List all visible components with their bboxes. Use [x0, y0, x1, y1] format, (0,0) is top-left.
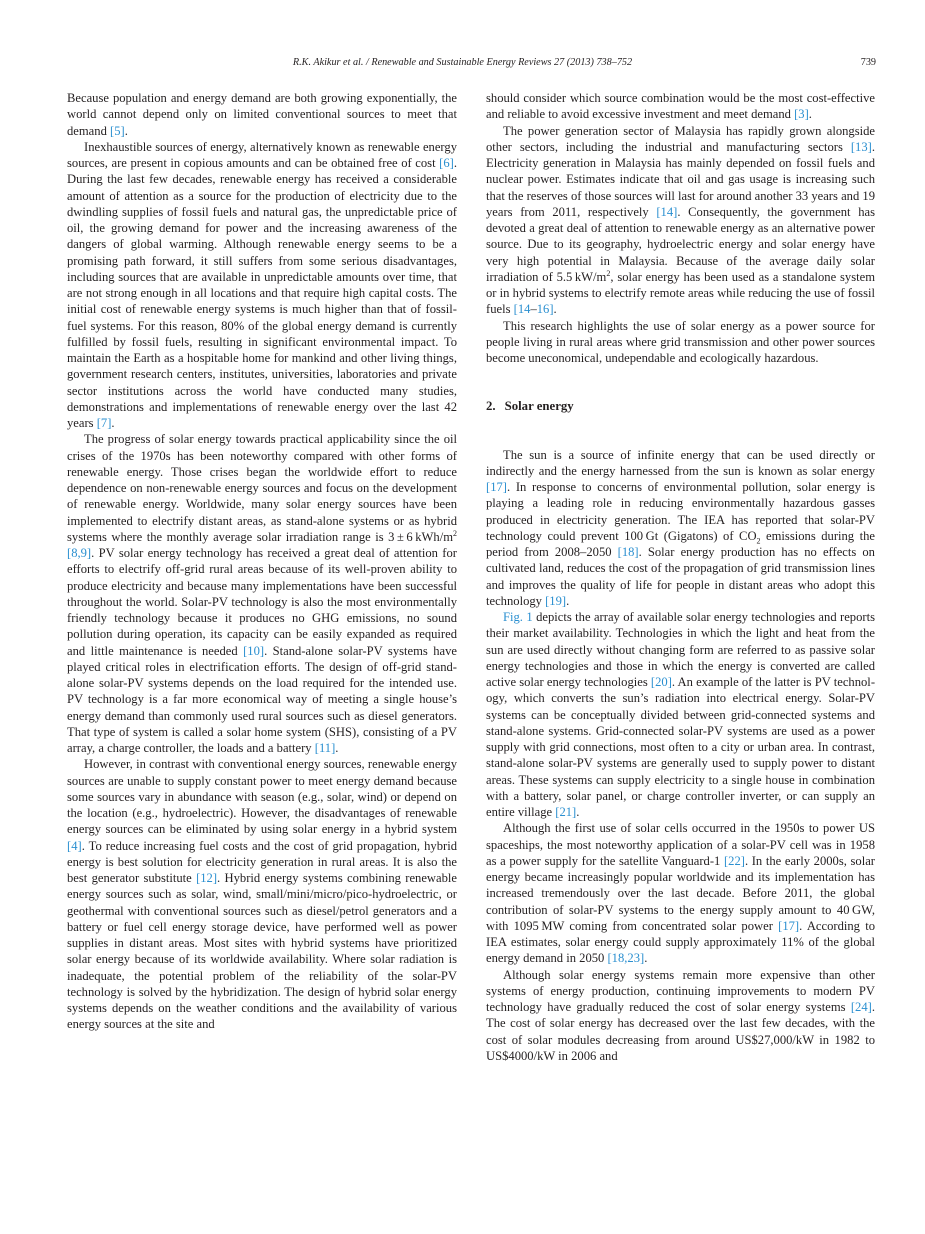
citation-link[interactable]: [4] [67, 838, 82, 853]
text-run: . An example of the latter is PV technology, which converts the sun’s radiation into electrical energy. Solar-PV systems can be conceptually divided between grid-connected systems and stand-alone systems. Grid-connected solar-PV systems are used as a power supply with grid connections, most often to a city or urban area. In contrast, stand-alone solar-PV systems are generally used to supply power to distant areas. These systems can supply electricity to a single house in combination with a battery, solar panel, or charge controller inverter, or can supply an entire village [486, 675, 876, 819]
section-title: Solar energy [504, 399, 574, 414]
paragraph [67, 139, 457, 432]
paragraph [486, 90, 875, 123]
citation-link[interactable]: [11] [314, 741, 336, 755]
citation-link[interactable]: [14 [513, 302, 531, 317]
text-run: . [808, 107, 812, 122]
citation-link[interactable]: [5] [110, 123, 125, 138]
section-number: 2. [486, 399, 496, 414]
paragraph [67, 90, 457, 139]
paragraph [67, 431, 457, 756]
citation-link[interactable]: 16] [536, 302, 554, 317]
citation-link[interactable]: [20] [650, 675, 672, 689]
citation-link[interactable]: [13] [850, 139, 872, 154]
right-column [486, 90, 875, 1064]
citation-link[interactable]: [6] [439, 156, 454, 170]
page-number: 739 [860, 57, 876, 68]
superscript: 2 [453, 528, 457, 538]
section-heading [486, 398, 875, 414]
citation-link[interactable]: [12] [196, 871, 218, 885]
superscript: 2 [606, 268, 611, 278]
citation-link[interactable]: [3] [794, 107, 809, 122]
citation-link[interactable]: [18] [617, 545, 639, 559]
paragraph [486, 447, 875, 610]
text-run: Because population and energy demand are both growing exponentially, the world cannot depend only on limited conventional sources to meet that demand [67, 91, 457, 138]
paragraph [486, 967, 875, 1065]
text-run: . [553, 302, 557, 317]
text-run: . [124, 123, 128, 138]
text-run: Although the first use of solar cells occurred in the 1950s to power US spaceships, the most noteworthy application of a solar-PV cell was in 1958 as a power supply for the satellite Vanguard-1 [486, 821, 875, 868]
running-head [0, 56, 925, 70]
text-run: Inexhaustible sources of energy, alternatively known as renewable energy sources, are present in copious amounts and can be obtained free of cost [67, 139, 457, 170]
citation-link[interactable]: [21] [555, 805, 577, 819]
citation-link[interactable]: [10] [243, 643, 265, 658]
citation-link[interactable]: [7] [96, 416, 112, 430]
citation-link[interactable]: [17] [486, 480, 507, 494]
text-run: depicts the array of available solar energy technologies and reports their market availability. Technologies in which the light and heat from the sun are used directly without changing form are referred to as passive solar energy technologies and those in which the energy is converted are called active solar energy technologies [486, 610, 875, 689]
text-run: . [576, 805, 580, 819]
citation-link[interactable]: [18,23] [607, 951, 645, 966]
citation-link[interactable]: [14] [656, 204, 678, 219]
text-run: . In the early 2000s, solar energy became increasingly popular worldwide and its implementation has increased tremendously over the last decade. Before 2011, the global contribution of solar-PV systems to the energy supply amount to 40 GW, with 1095 MW coming from concentrated solar power [486, 853, 876, 933]
paragraph: This research highlights the use of solar energy as a power source for people living in rural areas where grid transmission and other power sources become uneconomical, undependable and ecologically hazardous. [486, 318, 875, 365]
text-run: . PV solar energy technology has received a great deal of attention for efforts to electrify off-grid rural areas because of its well-proven ability to produce electricity and because many implementations have been successful throughout the world. Solar-PV technology is also the most environmentally friendly technology because it produces no GHG emissions, no sound pollution during operation, its capacity can be easily expanded as required and little maintenance is needed [67, 546, 457, 658]
text-run: . Hybrid energy systems combining renewable energy sources such as solar, wind, small/mini/micro/pico-hydroelectric, or geothermal with conventional sources such as diesel/petrol generators and a battery or fuel cell energy storage device, have performed well as power supplies in distant areas. Most sites with hybrid systems have prioritized solar energy because of its worldwide availability. Where solar radiation is inadequate, the potential problem of the reliability of the solar-PV technology is solved by the hybridization. The design of hybrid solar energy systems depends on the weather conditions and the availability of various energy sources at the site and [67, 871, 457, 1032]
running-title: R.K. Akikur et al. / Renewable and Sustainable Energy Reviews 27 (2013) 738–752 [292, 57, 633, 68]
text-run: However, in contrast with conventional energy sources, renewable energy sources are unable to supply constant power to meet energy demand because some sources vary in abundance with season (e.g., solar, wind) or depend on the location (e.g., hydroelectric). However, the disadvantages of renewable energy sources can be eliminated by using solar energy in a hybrid system [67, 757, 457, 837]
text-run: . In response to concerns of environmental pollution, solar energy is playing a leading role in reducing environmentally hazardous gasses produced in electricity generation. The IEA has reported that solar-PV technology could prevent 100 Gt (Gigatons) of CO [486, 480, 875, 543]
text-run: . To reduce increasing fuel costs and the cost of grid propagation, hybrid energy is best solution for electricity generation in rural areas. It is also the best generator substitute [67, 838, 457, 885]
text-run: . According to IEA estimates, solar energy could supply approximately 11% of the global energy demand in 2050 [486, 918, 875, 966]
figure-link[interactable]: Fig. 1 [503, 610, 533, 624]
text-run: Although solar energy systems remain more expensive than other systems of energy production, continuing improvements to modern PV technology have gradually reduced the cost of solar energy systems [486, 967, 875, 1014]
citation-link[interactable]: [19] [545, 593, 567, 608]
paragraph [486, 609, 875, 820]
paragraph [486, 820, 875, 966]
text-run: emissions during the period from 2008–2050 [486, 528, 875, 559]
citation-link[interactable]: [24] [850, 1000, 872, 1014]
text-run: . Consequently, the government has devoted a great deal of attention to renewable energy as an alternative power source. Due to its geography, hydroelectric energy and solar energy have very high potential in Malaysia. Because of the average daily solar irradiation of 5.5 kW/m [486, 204, 875, 284]
text-run: The sun is a source of infinite energy that can be used directly or indirectly and the energy harnessed from the sun is known as solar energy [486, 447, 875, 478]
citation-link[interactable]: [17] [778, 918, 800, 933]
text-run: The power generation sector of Malaysia has rapidly grown alongside other sectors, including the industrial and manufacturing sectors [486, 123, 875, 154]
citation-link[interactable]: [8,9] [67, 546, 92, 560]
text-run: The progress of solar energy towards practical applicability since the oil crises of the 1970s has been noteworthy compared with other forms of renewable energy. Those crises began the worldwide effort to reduce dependence on non-renewable energy sources and focus on the development of renewable energy. Worldwide, many solar energy sources have been implemented to electrify distant areas, as stand-alone systems or as hybrid systems where the monthly average solar irradiation range is 3 ± 6 kWh/m [67, 432, 457, 544]
text-run: . [566, 593, 570, 608]
paragraph [67, 756, 457, 1032]
text-run: . [111, 416, 115, 430]
citation-link[interactable]: [22] [723, 853, 745, 868]
text-run: . [335, 741, 339, 755]
text-run: . Electricity generation in Malaysia has mainly depended on fossil fuels and nuclear power. Estimates indicate that oil and gas usage is increasing such that the reserves of those sources will last for around another 33 years and 19 years from 2011, respectively [486, 139, 875, 219]
text-run: – [530, 302, 537, 317]
subscript: 2 [756, 536, 761, 546]
text-run: , solar energy has been used as a standalone system or in hybrid systems to electrify remote areas while reducing the use of fossil fuels [486, 269, 875, 317]
text-run: . During the last few decades, renewable energy has received a considerable amount of attention as a source for the production of electricity due to the dwindling supplies of fossil fuels and natural gas, the unpredictable price of oil, the growing demand for power and the increasing awareness of the dangers of global warming. Although renewable energy seems to be a promising path forward, it still suffers from some serious disadvantages, including sources that are available in unpredictable amounts over time, that are not strong enough in all locations and that require high capital costs. The initial cost of renewable energy systems is much higher than that of fossil-fuel systems. For this reason, 80% of the global energy demand is currently fulfilled by fossil fuels, resulting in significant environmental impact. To maintain the Earth as a hospitable home for mankind and other living things, government research centers, institutes, universities, laboratories and private sector institutions across the world have conducted many studies, demonstrations and implementations of renewable energy over the last 42 years [67, 156, 457, 430]
text-run: . Stand-alone solar-PV systems have played critical roles in electrification efforts. The design of off-grid stand-alone solar-PV systems depends on the load required for the intended use. PV technology is a far more economical way of meeting a single house’s energy demand than commonly used rural sources such as diesel generators. That type of system is called a solar home system (SHS), consisting of a PV array, a charge controller, the loads and a battery [67, 643, 457, 755]
text-run: should consider which source combination would be the most cost-effective and reliable to avoid excessive investment and meet demand [486, 91, 875, 122]
text-run: . Solar energy production has no effects on cultivated land, reduces the cost of the propagation of grid transmission lines and improves the quality of life for people in distant areas who adopt this technology [486, 545, 875, 608]
paragraph [486, 123, 875, 318]
text-run: . The cost of solar energy has decreased over the last few decades, with the cost of solar modules decreasing from around US$27,000/kW in 1982 to US$4000/kW in 2006 and [486, 1000, 875, 1063]
left-column [67, 90, 457, 1033]
text-run: . [644, 951, 648, 966]
